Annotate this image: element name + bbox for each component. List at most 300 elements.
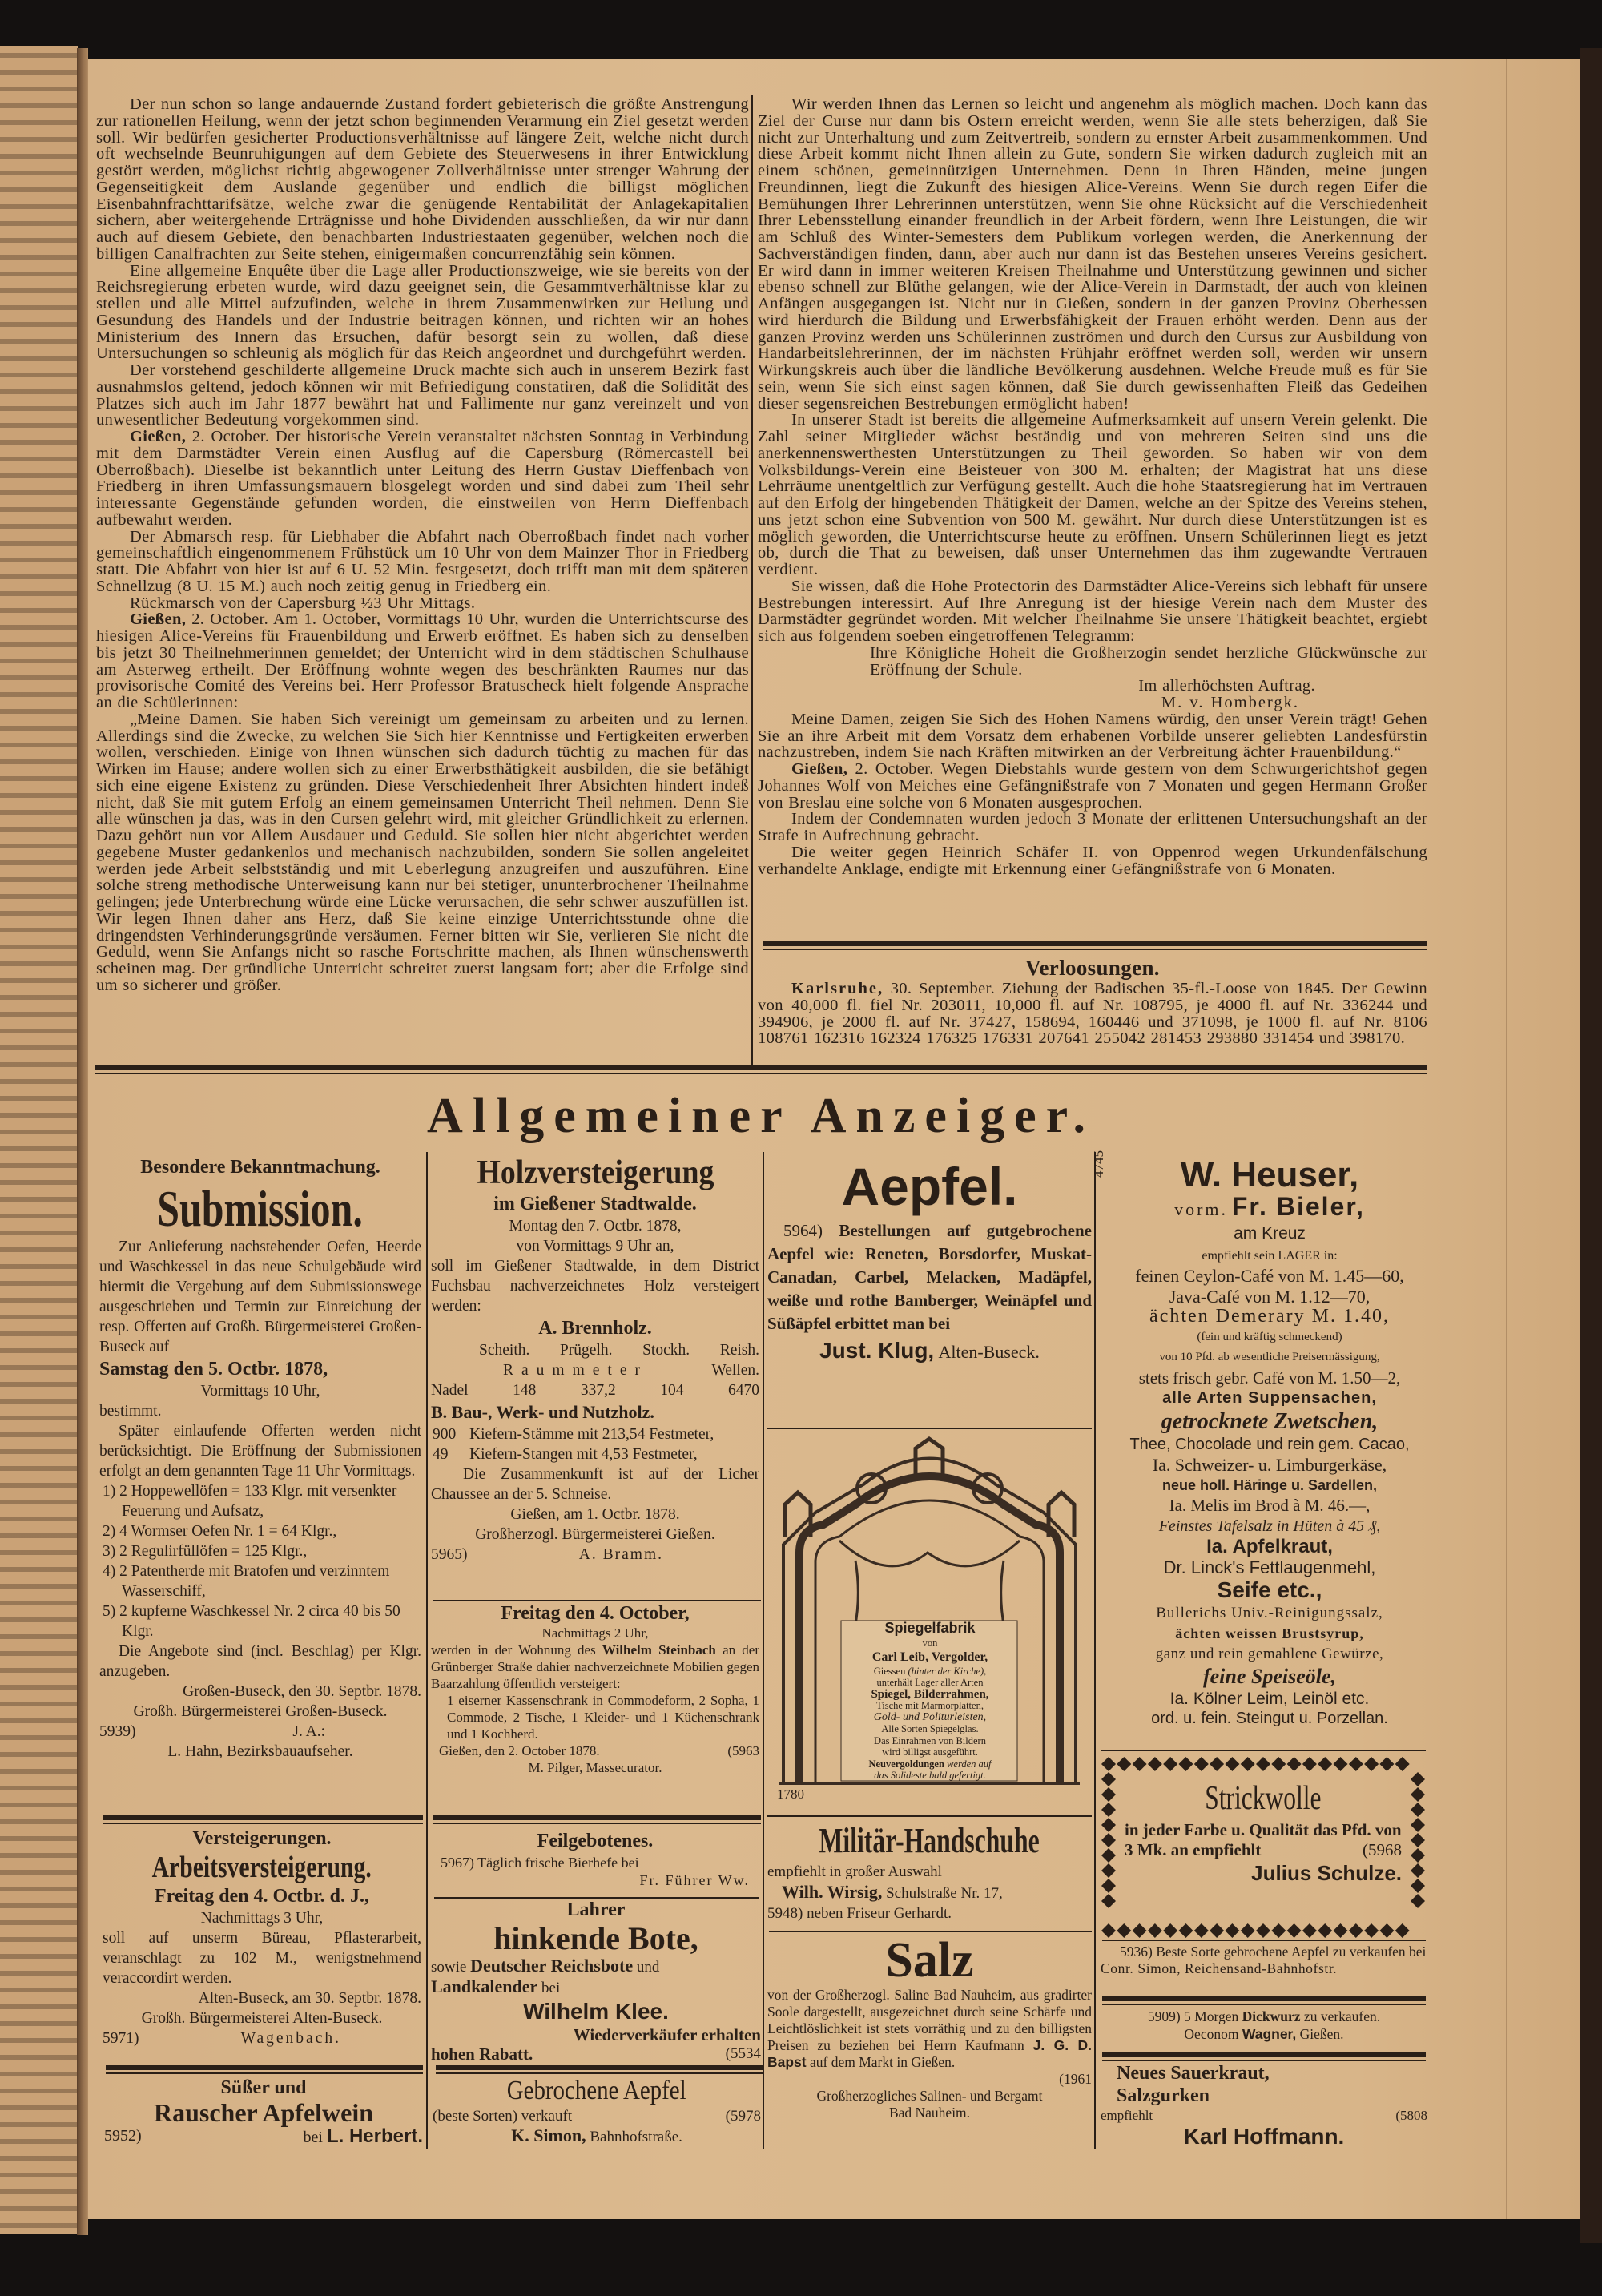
paragraph-text: Der vorstehend geschilderte allgemeine Druck machte sich auch in unserem Bezirk fast ausnahmslos geltend, jedoch können wir mit Befriedigung constatiren, daß die Solidität des Platzes sich auch im Jahr 1877 bewährt hat und Fallimente nur ganz vereinzelt und von unwesentlicher Bedeutung vorgekommen sind. xyxy=(96,361,749,429)
ad-signer: Wagenbach. xyxy=(240,2030,341,2047)
ad-line: Das Einrahmen von Bildern xyxy=(874,1734,986,1746)
ad-authority: Großherzogl. Bürgermeisterei Gießen. xyxy=(475,1526,715,1543)
ad-title: Gebrochene Aepfel xyxy=(507,2076,686,2105)
ad-text: (beste Sorten) verkauft xyxy=(433,2108,573,2125)
ad-product-line: ächten weissen Brustsyrup, xyxy=(1175,1625,1364,1641)
diamond-ornament xyxy=(1411,1772,1425,1786)
ad-product-line: Ia. Melis im Brod à M. 46.—, xyxy=(1169,1496,1371,1515)
ad-side-number: 4745 xyxy=(1091,1150,1106,1178)
ad-sauerkraut xyxy=(1101,2062,1427,2149)
ad-landkalender: Landkalender xyxy=(431,1976,538,1996)
telegram-text: Ihre Königliche Hoheit die Großherzogin sendet herzliche Glückwünsche zur Eröffnung der Schule. xyxy=(870,643,1427,679)
diamond-ornament xyxy=(1318,1757,1332,1771)
paragraph-text: Sie wissen, daß die Hohe Protectorin des Darmstädter Alice-Vereins sich lebhaft für unsere Bestrebungen interessirt. Auf Ihre Anregung ist der hiesige Verein nach dem Muster des Darmstädter gegründet worden. Mit welcher Theilnahme Sie unsere Thätigkeit beachtet, ergiebt sich aus folgendem soeben eingetroffenen Telegramm: xyxy=(758,577,1427,645)
ad-separator xyxy=(767,1815,1092,1817)
ad-list-item: 2) 4 Wormser Oefen Nr. 1 = 64 Klgr., xyxy=(103,1523,337,1540)
diamond-ornament xyxy=(1334,1923,1348,1938)
paragraph-text: Meine Damen, zeigen Sie Sich des Hohen Namens würdig, den unser Verein trägt! Gehen Sie an ihre Arbeit mit dem Vorsatz dem erhabenen Vorbilde unserer geliebten Landesfürstin nachzustreben, indem Sie nach Kräften mitwirken an der Verbreitung ächter Frauenbildung.“ xyxy=(758,710,1427,762)
diamond-ornament xyxy=(1411,1894,1425,1908)
ad-submission xyxy=(99,1154,421,1812)
ad-gebrochene-aepfel xyxy=(433,2075,761,2149)
ad-items: 1 eiserner Kassenschrank in Commodeform, 2 Sopha, 1 Commode, 2 Tische, 1 Kleider- und 1 Küchenschrank und 1 Kochherd. xyxy=(447,1693,759,1742)
ad-time: von Vormittags 9 Uhr an, xyxy=(516,1238,674,1255)
binding-edge xyxy=(1580,48,1602,2243)
table-header-cell: Prügelh. xyxy=(559,1342,613,1359)
ad-name: Fr. Führer Ww. xyxy=(639,1872,750,1888)
table-cell: 104 xyxy=(660,1382,684,1399)
item-text: Kiefern-Stämme mit 213,54 Festmeter, xyxy=(469,1426,714,1443)
ad-meeting: Die Zusammenkunft ist auf der Licher Chaussee an der 5. Schneise. xyxy=(431,1466,759,1503)
ad-bestimmt: bestimmt. xyxy=(99,1403,162,1420)
paragraph-text: 2. October. Wegen Diebstahls wurde gestern von dem Schwurgerichtshof gegen Johannes Wolf von Meiches eine Gefängnißstrafe von 7 Monaten und gegen Hermann Großer von Breslau eine solche von 6 Monaten ausgesprochen. xyxy=(758,760,1427,812)
ad-conr-simon xyxy=(1101,1944,1427,1995)
ad-authority: Großh. Bürgermeisterei Alten-Buseck. xyxy=(141,2010,383,2027)
ad-product: Dickwurz xyxy=(1242,2008,1301,2024)
ad-place-date: Gießen, am 1. Octbr. 1878. xyxy=(510,1506,680,1523)
ad-name: Wilh. Wirsig, xyxy=(782,1882,883,1902)
ad-separator xyxy=(433,1600,761,1601)
page-section-double-rule xyxy=(95,1065,1427,1074)
column-divider xyxy=(751,95,753,1065)
ad-holzversteigerung xyxy=(431,1154,759,1596)
ad-apfelwein xyxy=(104,2076,423,2149)
ad-title: Rauscher Apfelwein xyxy=(153,2098,374,2127)
diamond-ornament xyxy=(1302,1923,1317,1938)
diamond-ornament xyxy=(1101,1757,1116,1771)
ad-list-item xyxy=(431,1444,759,1464)
ad-product-line: Java-Café von M. 1.12—70, xyxy=(1169,1286,1371,1307)
dateline-place: Gießen, xyxy=(130,610,187,629)
section-rule xyxy=(763,941,1427,950)
ad-text: auf dem Markt in Gießen. xyxy=(806,2054,956,2070)
ad-list-item: 5) 2 kupferne Waschkessel Nr. 2 circa 40 bis 50 Klgr. xyxy=(103,1603,400,1640)
ad-product-line: Feinstes Tafelsalz in Hüten à 45 ₰, xyxy=(1158,1517,1381,1535)
article-paragraph xyxy=(758,711,1427,761)
diamond-ornament xyxy=(1133,1923,1147,1938)
ad-column-divider xyxy=(426,1152,428,2149)
diamond-ornament xyxy=(1117,1757,1131,1771)
diamond-ornament xyxy=(1101,1787,1116,1802)
ad-product-line: Ia. Apfelkraut, xyxy=(1206,1536,1333,1557)
paragraph-text: Die weiter gegen Heinrich Schäfer II. von Oppenrod wegen Urkundenfälschung verhandelte Anklage, endigte mit Erkennung einer Gefängnißstrafe von 6 Monaten. xyxy=(758,843,1427,878)
signature-line-1: Im allerhöchsten Auftrag. xyxy=(1138,677,1315,695)
article-paragraph xyxy=(96,595,749,612)
diamond-ornament xyxy=(1101,1894,1116,1908)
diamond-ornament xyxy=(1101,1879,1116,1893)
ad-number-line: 5948) neben Friseur Gerhardt. xyxy=(767,1905,952,1922)
ad-authority: Bad Nauheim. xyxy=(888,2105,971,2121)
ad-hinkende-bote xyxy=(431,1899,761,2064)
ad-street: Bahnhofstraße. xyxy=(590,2129,682,2145)
ad-date: Montag den 7. Octbr. 1878, xyxy=(509,1218,682,1235)
table-header xyxy=(431,1340,759,1360)
diamond-ornament xyxy=(1210,1757,1224,1771)
ad-ia: J. A.: xyxy=(292,1723,325,1740)
ad-product-line: ächten Demerary M. 1.40, xyxy=(1149,1306,1390,1327)
ad-text: zu verkaufen. xyxy=(1300,2008,1381,2024)
ad-authority: Großherzogliches Salinen- und Bergamt xyxy=(816,2088,1043,2104)
ad-product-line: Seife etc., xyxy=(1217,1577,1322,1602)
ad-product-line: stets frisch gebr. Café von M. 1.50—2, xyxy=(1138,1368,1401,1388)
diamond-ornament xyxy=(1395,1923,1410,1938)
ad-product-line: getrocknete Zwetschen, xyxy=(1161,1408,1379,1434)
diamond-ornament xyxy=(1287,1757,1302,1771)
ad-signer: L. Hahn, Bezirksbauaufseher. xyxy=(167,1743,353,1760)
ad-text: empfiehlt xyxy=(1101,2108,1153,2123)
diamond-ornament xyxy=(1179,1757,1193,1771)
ad-note: Die Angebote sind (incl. Beschlag) per Klgr. anzugeben. xyxy=(99,1643,421,1680)
ad-number: (5968 xyxy=(1363,1840,1402,1859)
ad-text: soll auf unserm Büreau, Pflasterarbeit, veranschlagt zu 102 M., wenigstnehmend veraccordirt werden. xyxy=(103,1930,421,1987)
ad-name: Karl Hoffmann. xyxy=(1183,2124,1345,2149)
ad-number: 5952) xyxy=(104,2127,142,2145)
diamond-ornament xyxy=(1411,1818,1425,1832)
ad-line: Süßer und xyxy=(220,2077,307,2098)
ad-number: 1780 xyxy=(777,1786,804,1802)
diamond-ornament xyxy=(1302,1757,1317,1771)
ad-name: Conr. Simon, Reichensand-Bahnhofstr. xyxy=(1101,1960,1338,1976)
diamond-ornament xyxy=(1411,1848,1425,1863)
ad-text: Gießen. xyxy=(1296,2026,1344,2042)
ad-title: Arbeitsversteigerung. xyxy=(151,1851,372,1884)
page-margin-fold xyxy=(1506,59,1583,2219)
ad-place: Alten-Buseck. xyxy=(938,1342,1040,1362)
ad-separator xyxy=(767,1428,1092,1429)
ad-reichsbote: Deutscher Reichsbote xyxy=(470,1956,634,1976)
previous-page-edge xyxy=(0,46,78,2234)
ad-line: unterhält Lager aller Arten xyxy=(876,1677,984,1688)
ad-text: Oeconom xyxy=(1184,2026,1242,2042)
ad-separator xyxy=(103,1815,423,1824)
item-text: Kiefern-Stangen mit 4,53 Festmeter, xyxy=(469,1446,698,1463)
ad-number: 5939) xyxy=(99,1723,136,1740)
article-paragraph xyxy=(758,811,1427,844)
diamond-ornament xyxy=(1194,1923,1209,1938)
article-paragraph xyxy=(96,711,749,994)
table-header-cell: Scheith. xyxy=(479,1342,530,1359)
ad-owner: Wilhelm Steinbach xyxy=(602,1642,716,1658)
ad-line: Salzgurken xyxy=(1117,2085,1210,2106)
diamond-ornament xyxy=(1101,1772,1116,1786)
diamond-ornament xyxy=(1379,1923,1394,1938)
ad-rabatt: hohen Rabatt. xyxy=(431,2044,533,2064)
item-quantity: 900 xyxy=(433,1426,457,1443)
ad-name: K. Simon, xyxy=(511,2125,586,2145)
ad-text: an der Grünberger Straße dahier nachverzeichnete Mobilien gegen Baarzahlung öffentlich versteigert: xyxy=(431,1642,759,1691)
ad-date: Samstag den 5. Octbr. 1878, xyxy=(99,1359,328,1380)
article-paragraph xyxy=(758,96,1427,412)
ad-separator xyxy=(433,1815,761,1824)
ad-title: Freitag den 4. October, xyxy=(501,1603,690,1624)
diamond-ornament xyxy=(1256,1923,1270,1938)
diamond-ornament xyxy=(1364,1757,1379,1771)
article-paragraph xyxy=(758,844,1427,878)
ad-subtitle: im Gießener Stadtwalde. xyxy=(493,1194,697,1214)
ad-number: (5534 xyxy=(725,2045,761,2062)
ad-bei: bei xyxy=(303,2129,323,2146)
diamond-ornament xyxy=(1101,1833,1116,1847)
ad-line: Neuvergoldungen xyxy=(868,1758,944,1770)
ad-text: bei xyxy=(541,1980,561,1996)
ad-merchant: J. G. D. Bapst xyxy=(767,2037,1092,2070)
ad-line: Gold- und Politurleisten, xyxy=(873,1710,987,1723)
ad-line: Alle Sorten Spiegelglas. xyxy=(881,1723,979,1734)
ad-name: Carl Leib, Vergolder, xyxy=(871,1649,988,1664)
diamond-ornament xyxy=(1101,1923,1116,1938)
ad-product-line: Thee, Chocolade und rein gem. Cacao, xyxy=(1129,1435,1410,1453)
ad-rabatt: Wiederverkäufer erhalten xyxy=(573,2025,761,2044)
paragraph-text: Eine allgemeine Enquête über die Lage aller Productionszweige, wie sie bereits von der Reichsregierung erbeten wurde, wird dazu geeignet sein, die Gesammtverhältnisse klar zu stellen und alle Mittel aufzufinden, welche in ihrem Zusammenwirken zur Heilung und Gesundung des Handels und der Industrie beitragen können, und richten wir an hohes Ministerium des Innern das Ersuchen, dafür besorgt sein zu wollen, daß diese Untersuchungen so schleunig als möglich für das Reich angeordnet und durchgeführt werden. xyxy=(96,261,749,363)
ad-product-line: ord. u. fein. Steingut u. Porzellan. xyxy=(1151,1710,1388,1727)
ad-spiegelfabrik xyxy=(767,1432,1092,1805)
ad-von: von xyxy=(922,1637,938,1649)
diamond-ornament xyxy=(1271,1923,1286,1938)
ad-title: hinkende Bote, xyxy=(493,1920,698,1956)
diamond-ornament xyxy=(1411,1863,1425,1878)
diamond-ornament xyxy=(1101,1848,1116,1863)
ad-vorm: vorm. xyxy=(1174,1199,1229,1219)
article-paragraph xyxy=(96,611,749,711)
ad-intro: Zur Anlieferung nachstehender Oefen, Heerde und Waschkessel in das neue Schulgebäude wird hiermit die Vergebung auf dem Submissionswege ausgeschrieben und Termin zur Einreichung der resp. Offerten auf Großh. Bürgermeisterei Großen-Buseck auf xyxy=(99,1239,421,1355)
diamond-ornament xyxy=(1334,1757,1348,1771)
ad-text: 5967) Täglich frische Bierhefe bei xyxy=(441,1855,639,1871)
dateline-place: Gießen, xyxy=(791,760,848,778)
ad-item-list xyxy=(99,1481,421,1641)
ad-product-line: feine Speiseöle, xyxy=(1202,1664,1337,1688)
ad-time: Nachmittags 3 Uhr, xyxy=(200,1910,324,1927)
paragraph-text: In unserer Stadt ist bereits die allgemeine Aufmerksamkeit auf unsern Verein gelenkt. Die Zahl seiner Mitglieder wächst beständig und von mehreren Seiten sind uns die anerkennenswerthesten Unterstützungen zu Theil geworden. So haben wir von dem Volksbildungs-Verein eine Beisteuer von 300 M. erhalten; der Magistrat hat uns diese Lehrräume unentgeltlich zur Verfügung gestellt. Auch die hohe Staatsregierung hat im Vertrauen auf den Erfolg der hingebenden Thätigkeit der Damen, welche an der Spitze des Vereins stehen, uns jetzt schon eine Subvention von 500 M. gewährt. Nur durch diese Unterstützungen ist es möglich geworden, die Unterrichtscurse heute zu eröffnen. Unsern Schülerinnen liegt es jetzt ob, durch die That zu beweisen, daß unser Unternehmen das ihm zugewandte Vertrauen verdient. xyxy=(758,411,1427,578)
table-cell: 6470 xyxy=(728,1382,759,1399)
ad-name: Wagner, xyxy=(1242,2026,1297,2042)
ad-title: Aepfel. xyxy=(841,1157,1018,1216)
ad-separator xyxy=(1102,1996,1426,2005)
ad-number: 5964) xyxy=(783,1221,823,1240)
diamond-ornament xyxy=(1210,1923,1224,1938)
unit-raummeter: Raummeter xyxy=(503,1362,648,1379)
ad-product-line: neue holl. Häringe u. Sardellen, xyxy=(1161,1476,1378,1493)
ad-list-item: 1) 2 Hoppewellöfen = 133 Klgr. mit versenkter Feuerung und Aufsatz, xyxy=(103,1483,397,1520)
ad-line: Lahrer xyxy=(566,1899,626,1920)
ad-line: Spiegel, Bilderrahmen, xyxy=(871,1687,989,1701)
ad-kicker: Besondere Bekanntmachung. xyxy=(140,1157,380,1178)
ad-product-line: feinen Ceylon-Café von M. 1.45—60, xyxy=(1135,1266,1404,1286)
ad-line: das Solideste bald gefertigt. xyxy=(874,1770,986,1781)
ad-text: 5909) 5 Morgen xyxy=(1147,2008,1242,2024)
ad-authority: Großh. Bürgermeisterei Großen-Buseck. xyxy=(133,1703,388,1720)
ad-product-line: Ia. Kölner Leim, Leinöl etc. xyxy=(1169,1689,1370,1708)
ad-separator xyxy=(1102,2052,1426,2061)
ad-line: Tische mit Marmorplatten, xyxy=(876,1700,984,1711)
ad-product-line: (fein und kräftig schmeckend) xyxy=(1197,1330,1342,1343)
ad-text: und xyxy=(636,1959,660,1976)
ad-product-line: Dr. Linck's Fettlaugenmehl, xyxy=(1163,1557,1376,1577)
ad-place-date: Gießen, den 2. October 1878. xyxy=(439,1743,600,1758)
verloosungen-section xyxy=(758,955,1427,1059)
diamond-ornament xyxy=(1148,1757,1162,1771)
ad-separator xyxy=(1102,1940,1426,1941)
article-paragraph xyxy=(96,529,749,595)
diamond-ornament xyxy=(1411,1787,1425,1802)
diamond-ornament xyxy=(1349,1757,1363,1771)
diamond-ornament xyxy=(1256,1757,1270,1771)
ad-title: Militär-Handschuhe xyxy=(819,1821,1040,1860)
ad-line: werden auf xyxy=(947,1758,992,1770)
ad-section-b: B. Bau-, Werk- und Nutzholz. xyxy=(431,1402,654,1422)
ad-text: Bestellungen auf gutgebrochene Aepfel wie: Reneten, Borsdorfer, Muskat-Canadan, Carbel, Melacken, Madäpfel, weiße und rothe Bamberger, Weinäpfel und Süßäpfel erbittet man bei xyxy=(767,1221,1092,1333)
ad-number: (5978 xyxy=(725,2108,761,2125)
ad-street: Schulstraße Nr. 17, xyxy=(886,1885,1003,1902)
diamond-ornament xyxy=(1101,1803,1116,1817)
ad-arbeitsversteigerung xyxy=(103,1827,421,2064)
paragraph-text: 2. October. Am 1. October, Vormittags 10 Uhr, wurden die Unterrichtscurse des hiesigen Alice-Vereins für Frauenbildung und Erwerb eröffnet. Es haben sich zu denselben bis jetzt 30 Theilnehmerinnen gemeldet; der Unterricht wird in dem städtischen Schulhause am Asterweg ertheilt. Der Eröffnung wohnte wegen des beschränkten Raumes nur das provisorische Comité des Vereins bei. Herr Professor Bratuscheck hielt folgende Ansprache an die Schülerinnen: xyxy=(96,610,749,711)
article-paragraph xyxy=(96,362,749,429)
diamond-ornament xyxy=(1287,1923,1302,1938)
table-cell: Nadel xyxy=(431,1382,469,1399)
diamond-ornament xyxy=(1225,1923,1239,1938)
ad-text: empfiehlt in großer Auswahl xyxy=(767,1863,942,1880)
paragraph-text: Rückmarsch von der Capersburg ½3 Uhr Mittags. xyxy=(130,594,476,612)
article-paragraph xyxy=(758,761,1427,811)
paragraph-text: Indem der Condemnaten wurden jedoch 3 Monate der erlittenen Untersuchungshaft an der Strafe in Aufrechnung gebracht. xyxy=(758,810,1427,844)
ad-number: 5965) xyxy=(431,1546,468,1563)
article-paragraph xyxy=(96,263,749,363)
ad-product-line: Ia. Schweizer- u. Limburgerkäse, xyxy=(1152,1455,1387,1475)
diamond-ornament xyxy=(1241,1923,1255,1938)
ad-list-item: 3) 2 Regulirfüllöfen = 125 Klgr., xyxy=(103,1543,308,1560)
ad-strickwolle xyxy=(1099,1754,1427,1940)
diamond-ornament xyxy=(1395,1757,1410,1771)
ad-intro: soll im Gießener Stadtwalde, in dem District Fuchsbau nachverzeichnetes Holz versteigert werden: xyxy=(431,1258,759,1315)
diamond-ornament xyxy=(1225,1757,1239,1771)
ad-line: Neues Sauerkraut, xyxy=(1117,2063,1270,2084)
ad-name: L. Herbert. xyxy=(326,2125,423,2147)
verloosungen-heading: Verloosungen. xyxy=(1025,956,1160,980)
diamond-ornament xyxy=(1271,1757,1286,1771)
diamond-ornament xyxy=(1148,1923,1162,1938)
ad-separator xyxy=(436,2065,763,2074)
paragraph-text: 2. October. Der historische Verein veranstaltet nächsten Sonntag in Verbindung mit dem Darmstädter Verein einen Ausflug auf die Capersburg (Römercastell bei Oberroßbach). Dieselbe ist bekanntlich unter Leitung des Herrn Gustav Dieffenbach von Friedberg in ihren Umfassungsmauern blosgelegt worden und sind dabei zum Theil sehr interessante Gegenstände gefunden worden, die einstweilen von Herrn Dieffenbach aufbewahrt werden. xyxy=(96,428,749,529)
ad-name: Wilhelm Klee. xyxy=(523,1999,669,2024)
ad-column-divider xyxy=(763,1152,764,2149)
ad-text: 5936) Beste Sorte gebrochene Aepfel zu verkaufen bei xyxy=(1120,1944,1427,1960)
diamond-ornament xyxy=(1241,1757,1255,1771)
ad-dickwurz xyxy=(1101,2008,1427,2051)
paragraph-text: Der nun schon so lange andauernde Zustand fordert gebieterisch die größte Anstrengung zur rationellen Heilung, wenn der jetzt schon beginnenden Verarmung ein Ziel gesetzt werden soll. Wir bedürfen gesicherter Productionsverhältnisse auf längere Zeit, welche nicht durch oft wechselnde Beunruhigungen auf dem Gebiete des Steuerwesens in ihrer Entwicklung gestört werden, möglichst richtig abgewogener Zollverhältnisse unter strenger Wahrung der Gegenseitigkeit dem Auslande gegenüber und endlich die billigst möglichen Eisenbahnfrachttarifsätze, welche zwar die genügende Rentabilität der Anlagekapitalien sichern, aber weitergehende Erträgnisse und hohe Dividenden ausschließen, da wir nur dann auch auf diesem Gebiete, den benachbarten Industriestaaten gegenüber, welchen noch die billigen Canalfrachten zur Seite stehen, einigermaßen concurrenzfähig sein können. xyxy=(96,96,749,263)
diamond-ornament xyxy=(1163,1757,1177,1771)
ad-feilgebotenes xyxy=(431,1828,759,1895)
ad-kicker: Versteigerungen. xyxy=(192,1828,332,1849)
signature-line-2: M. v. Hombergk. xyxy=(1161,694,1299,711)
ad-list-item: 4) 2 Patentherde mit Bratofen und verzinntem Wasserschiff, xyxy=(103,1563,390,1600)
diamond-ornament xyxy=(1194,1757,1209,1771)
ad-city-note: (hinter der Kirche), xyxy=(908,1665,987,1677)
ad-heuser xyxy=(1112,1154,1427,1746)
book-gutter xyxy=(77,48,88,2235)
ad-name: Julius Schulze. xyxy=(1251,1861,1402,1885)
anzeiger-title: Allgemeiner Anzeiger. xyxy=(427,1089,1095,1143)
paragraph-text: „Meine Damen. Sie haben Sich vereinigt um gemeinsam zu arbeiten und zu lernen. Allerdings sind die Zwecke, zu welchen Sie Sich hier Kenntnisse und Fertigkeiten erwerben wollen, verschieden. Einige von Ihnen wünschen sich dadurch tüchtig zu machen für das Wirken im Hause; andere wollen sich zu einer Erwerbsthätigkeit ausbilden, die sie befähigt sich eine eigene Existenz zu gründen. Diese Verschiedenheit Ihrer Absichten hindert indeß nicht, daß Sie mit gutem Erfolg an einem gemeinsamen Unterricht Theil nehmen. Denn Sie alle wünschen ja das, was in den Cursen gelehrt wird, mit gleicher Gründlichkeit zu erlernen. Dazu gehört nun vor Allem Ausdauer und Geduld. Sie sollen hier nicht abgerichtet werden gegebene Muster gedankenlos und mechanisch nachzubilden, sondern Sie sollen angeleitet werden jede Arbeit selbstständig und mit Ueberlegung anzugreifen und auszuführen. Eine solche streng methodische Unterweisung kann nur bei stetiger, ununterbrochener Theilnahme gelingen; jede Unterbrechung würde eine Lücke verursachen, die sehr schwer auszufüllen ist. Wir legen Ihnen daher ans Herz, daß Sie keine einzige Unterrichtsstunde ohne die dringendsten Verhinderungsgründe versäumen. Ferner bitten wir Sie, verlieren Sie nicht die Geduld, wenn Sie Anfangs nicht so rasche Fortschritte machen, als Ihnen wünschenswerth scheinen mag. Der gründliche Unterricht schreitet zuerst langsam fort; aber die Erfolge sind um so sicherer und größer. xyxy=(96,710,749,994)
table-row xyxy=(431,1380,759,1400)
diamond-ornament xyxy=(1364,1923,1379,1938)
article-column-right xyxy=(758,96,1427,937)
ad-name: Just. Klug, xyxy=(819,1338,935,1363)
ad-number: (5963 xyxy=(727,1743,759,1758)
diamond-ornament xyxy=(1349,1923,1363,1938)
ad-name: W. Heuser, xyxy=(1180,1155,1359,1194)
ad-militaer-handschuhe xyxy=(767,1820,1092,1929)
ad-product-line: alle Arten Suppensachen, xyxy=(1162,1389,1377,1407)
ad-place-date: Großen-Buseck, den 30. Septbr. 1878. xyxy=(183,1683,421,1700)
ad-product-line: Bullerichs Univ.-Reinigungssalz, xyxy=(1156,1605,1383,1621)
ad-list-item xyxy=(431,1424,759,1444)
ad-number: 5971) xyxy=(103,2030,139,2047)
verloosungen-place: Karlsruhe, xyxy=(791,980,884,997)
ad-time: Vormittags 10 Uhr, xyxy=(200,1383,320,1400)
diamond-ornament xyxy=(1101,1863,1116,1878)
article-paragraph xyxy=(758,412,1427,578)
ad-place-date: Alten-Buseck, am 30. Septbr. 1878. xyxy=(198,1990,421,2007)
ad-separator xyxy=(769,1931,1092,1932)
table-cell: 337,2 xyxy=(580,1382,616,1399)
ad-time: Nachmittags 2 Uhr, xyxy=(541,1625,649,1641)
ad-number: (5808 xyxy=(1395,2108,1427,2123)
diamond-ornament xyxy=(1318,1923,1332,1938)
ad-title: Strickwolle xyxy=(1205,1780,1322,1817)
ad-signer: M. Pilger, Massecurator. xyxy=(528,1760,662,1775)
diamond-ornament xyxy=(1163,1923,1177,1938)
dateline-place: Gießen, xyxy=(130,428,187,445)
diamond-ornament xyxy=(1411,1879,1425,1893)
item-quantity: 49 xyxy=(433,1446,449,1463)
ad-later-note: Später einlaufende Offerten werden nicht berücksichtigt. Die Eröffnung der Submissionen erfolgt an dem genannten Tage 11 Uhr Vormittags. xyxy=(99,1423,421,1480)
table-cell: 148 xyxy=(513,1382,537,1399)
table-header-cell: Reish. xyxy=(719,1342,759,1359)
unit-wellen: Wellen. xyxy=(711,1362,759,1379)
ad-signer: A. Bramm. xyxy=(578,1546,663,1563)
paragraph-text: Der Abmarsch resp. für Liebhaber die Abfahrt nach Oberroßbach findet nach vorher gemeinschaftlich eingenommenem Frühstück um 10 Uhr von dem Mainzer Thor in Friedberg statt. Die Abfahrt von hier ist auf 6 U. 52 Min. festgesetzt, doch trifft man mit dem späteren Schnellzug (8 U. 15 M.) auch noch zeitig genug in Friedberg ein. xyxy=(96,527,749,595)
table-header-cell: Stockh. xyxy=(642,1342,690,1359)
ad-aepfel xyxy=(767,1154,1092,1422)
ad-title: Holzversteigerung xyxy=(476,1154,714,1191)
ad-section-a: A. Brennholz. xyxy=(538,1318,652,1339)
ad-heading: Feilgebotenes. xyxy=(537,1831,654,1851)
ad-lager: empfiehlt sein LAGER in: xyxy=(1202,1248,1338,1263)
article-paragraph xyxy=(96,429,749,529)
ad-city: Giessen xyxy=(873,1665,906,1677)
ad-text: von der Großherzogl. Saline Bad Nauheim, aus gradirter Soole dargestellt, ausgezeichnet durch seine Schärfe und Leichtlöslichkeit ist stets vorräthig und zu den billigsten Preisen zu beziehen bei Herrn Kaufmann xyxy=(767,1987,1092,2053)
article-column-left xyxy=(96,96,749,1061)
ad-salz xyxy=(767,1934,1092,2144)
diamond-ornament xyxy=(1379,1757,1394,1771)
ad-date: Freitag den 4. Octbr. d. J., xyxy=(155,1886,369,1907)
ad-product-line: von 10 Pfd. ab wesentliche Preisermässigung, xyxy=(1159,1351,1380,1364)
article-paragraph xyxy=(758,578,1427,645)
ad-title: Spiegelfabrik xyxy=(884,1620,976,1636)
ad-text: sowie xyxy=(431,1959,467,1976)
ad-text: werden in der Wohnung des xyxy=(431,1642,602,1658)
ad-items-b xyxy=(431,1424,759,1464)
ad-title: Submission. xyxy=(157,1180,364,1237)
ad-separator xyxy=(106,2065,423,2074)
ad-prev-owner: Fr. Bieler, xyxy=(1231,1192,1365,1221)
diamond-ornament xyxy=(1179,1923,1193,1938)
diamond-ornament xyxy=(1101,1818,1116,1832)
ad-number: (1961 xyxy=(1059,2071,1092,2087)
ad-place: am Kreuz xyxy=(1234,1223,1306,1243)
verloosungen-text: 30. September. Ziehung der Badischen 35-fl.-Loose von 1845. Der Gewinn von 40,000 fl. fiel Nr. 203011, 10,000 fl. auf Nr. 108795, je 4000 fl. auf Nr. 336244 und 394906, je 2000 fl. auf Nr. 37427, 158694, 160446 und 371098, je 1000 fl. auf Nr. 8106 108761 162316 162324 176325 176331 207641 255042 281453 293880 331454 und 398170. xyxy=(758,980,1427,1048)
paragraph-text: Wir werden Ihnen das Lernen so leicht und angenehm als möglich machen. Doch kann das Ziel der Curse nur dann bis Ostern erreicht werden, wenn Sie alle stets beherzigen, daß Sie nicht zur Unterhaltung und zum Zeitvertreib, sondern zu ernster Arbeit zusammenkommen. Und diese Arbeit kommt nicht Ihnen allein zu Gute, sondern Sie wirken dadurch zugleich mit an einem schönen, gemeinnützigen Unternehmen. Denn in Ihren Händen, meine jungen Freundinnen, liegt die Zukunft des hiesigen Alice-Vereins. Wenn Sie durch regen Eifer die Bemühungen Ihrer Lehrerinnen unterstützen, wenn Sie ohne Rücksicht auf die Verschiedenheit Ihrer Lebensstellung einander freundlich in der Arbeit fördern, wenn Ihre Leistungen, die wir am Schluß des Winter-Semesters dem Publikum vorlegen werden, die Anerkennung der Sachverständigen finden, dann, aber auch nur dann ist das Bestehen unseres Vereins gesichert. Er wird dann in immer weiteren Kreisen Theilnahme und Unterstützung gewinnen und sicher ebenso schnell zur Blüthe gelangen, wie der Alice-Verein in Darmstadt, der auch von kleinen Anfängen ausgegangen ist. Nicht nur in Gießen, sondern in der ganzen Provinz Oberhessen wird hierdurch die Bildung und Erwerbsfähigkeit der Frauen erhöht werden. Denn aus der ganzen Provinz werden uns Schülerinnen zuströmen und durch den Cursus zur Ausbildung von Handarbeitslehrerinnen, der im nächsten Frühjahr eröffnet werden soll, werden wir unsern Wirkungskreis auch über die ländliche Bevölkerung ausdehnen. Welche Freude muß es für Sie sein, wenn Sie sich einst sagen können, daß Sie durch gewissenhaften Fleiß das Gedeihen dieser segensreichen Bestrebungen ermöglicht haben! xyxy=(758,96,1427,413)
diamond-ornament xyxy=(1411,1833,1425,1847)
